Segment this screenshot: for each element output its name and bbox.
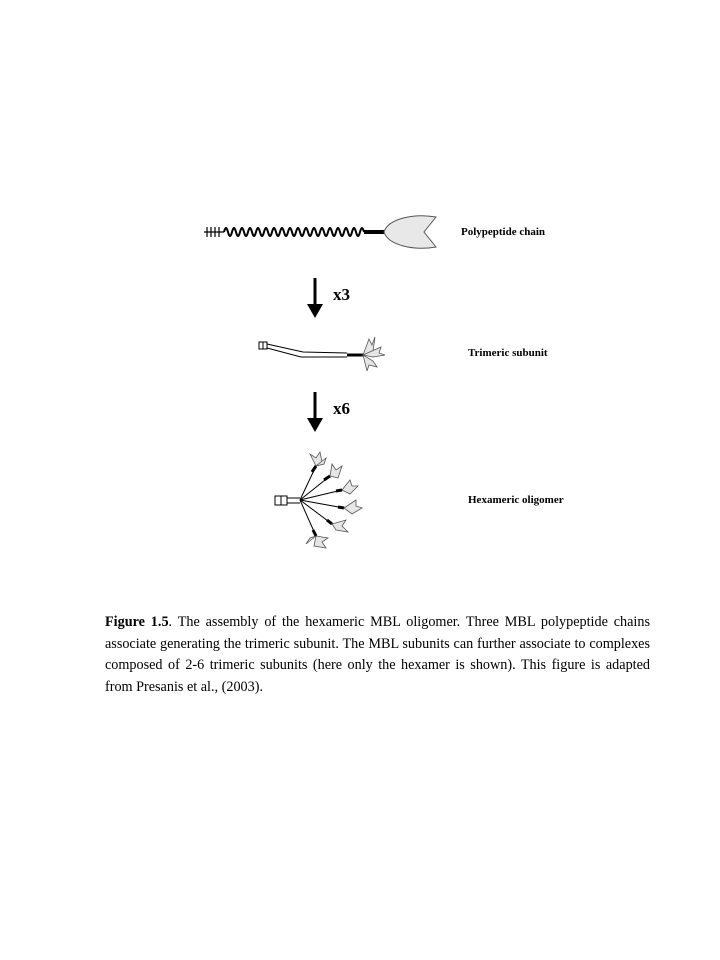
arrow-down-2 — [305, 392, 325, 434]
multiplier-x6: x6 — [333, 399, 350, 418]
n-terminal-region — [204, 227, 224, 237]
label-hexameric-oligomer: Hexameric oligomer — [468, 494, 564, 506]
figure-caption — [105, 612, 650, 698]
label-trimeric-subunit: Trimeric subunit — [468, 347, 548, 359]
multiplier-x3: x3 — [333, 285, 350, 304]
crd-head — [384, 216, 436, 248]
arrow-down-1 — [305, 278, 325, 320]
polypeptide-chain-drawing — [198, 205, 448, 255]
label-polypeptide-chain: Polypeptide chain — [461, 226, 546, 238]
trimeric-subunit-drawing — [255, 333, 390, 371]
caption-text: . The assembly of the hexameric MBL oligomer. Three MBL polypeptide chains associate generating the trimeric subunit. The MBL subunits can further associate to complexes composed of 2-6 trimeric subunits (here only the hexamer is shown). This figure is adapted from Presanis et al., (2003). — [105, 614, 650, 695]
collagen-helix-coil — [224, 228, 364, 236]
hexameric-oligomer-drawing — [270, 450, 370, 552]
figure-number: Figure 1.5 — [105, 614, 169, 630]
